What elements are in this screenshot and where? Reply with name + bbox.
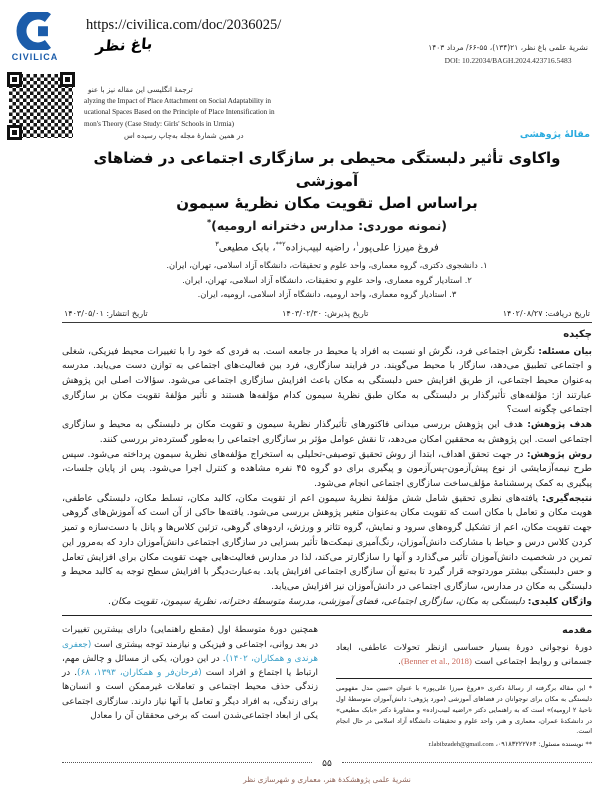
abstract-label: هدف پژوهش: [527, 419, 592, 431]
qr-finder-icon [7, 125, 22, 140]
introduction-heading: مقدمه [562, 625, 592, 637]
intro-column-right [336, 623, 592, 750]
title-line-2: براساس اصل تقویت مکان نظریۀ سیمون [176, 194, 478, 212]
translation-note [84, 84, 349, 142]
translation-note-en-line3: mon's Theory (Case Study: Girls' Schools in Urmia) [84, 119, 234, 128]
corresponding-phone: ۰۹۱۸۳۲۲۲۷۶۳، [495, 739, 537, 748]
introduction-paragraph-continued: همچنین دورۀ متوسطۀ اول (مقطع راهنمایی) دارای بیشترین تغییرات در بعد روانی، اجتماعی و فیزیکی و نیازمند توجه بیشتری است (جعفری هرندی و همکاران، ۱۴۰۲). در این دوران، یکی از مسائل و چالش مهم، ارتباط یا اجتماع و افراد است (فرحان‌فر و همکاران، ۱۳۹۳، ۶۸). در زندگی حذف محیط اجتماعی و تعاملات غیرممکن است و انسان‌ها برای زندگی، به افراد دیگر و تعامل با آنها نیاز دارند. سازگاری اجتماعی یکی از ابعاد اجتماعی‌شدن است که برخی محققان آن را معادل [62, 625, 318, 721]
author-2[interactable]: راضیه لبیب‌زاده [285, 241, 350, 253]
subtitle-footnote-mark: * [206, 217, 212, 227]
author-3-sup: ۳ [215, 239, 219, 248]
date-published: تاریخ انتشار: ۱۴۰۳/۰۵/۰۱ [64, 308, 148, 318]
qr-code-icon [9, 74, 73, 138]
introduction-paragraph: دورۀ نوجوانی دورۀ بسیار حساسی ازنظر تحولات عاطفی، ابعاد جسمانی و روابط اجتماعی است (Benner et al., 2018). [336, 642, 592, 668]
author-1-sup: ۱ [355, 239, 360, 248]
intro-column-left [62, 623, 318, 750]
citation-farhanfar[interactable]: (فرحان‌فر و همکاران، ۱۳۹۳، ۶۸) [77, 668, 202, 679]
document-url[interactable]: https://civilica.com/doc/2036025/ [86, 17, 282, 33]
affiliation-3: ۳. استادیار گروه معماری، واحد ارومیه، دانشگاه آزاد اسلامی، ارومیه، ایران. [197, 289, 457, 300]
journal-info [428, 42, 588, 67]
keywords-line [62, 595, 592, 610]
main-content [62, 147, 592, 751]
qr-finder-icon [60, 72, 75, 87]
abstract-heading: چکیده [563, 328, 592, 340]
keywords-text: دلبستگی به مکان، سازگاری اجتماعی، فضای آموزشی، مدرسۀ متوسطۀ دخترانه، نظریۀ سیمون، تقویت مکان. [108, 595, 525, 607]
corresponding-author-line [336, 739, 592, 751]
author-1[interactable]: فروغ میرزا علی‌پور [359, 241, 439, 253]
translation-note-en-line2: ucational Spaces Based on the Principle of Place Intensification in [84, 108, 275, 117]
bagh-nazar-logo: باغ نظر [95, 34, 154, 56]
translation-note-fa-line1: ترجمۀ انگلیسی این مقاله نیز با عنو [88, 85, 193, 94]
affiliation-1: ۱. دانشجوی دکتری، گروه معماری، واحد علوم و تحقیقات، دانشگاه آزاد اسلامی، تهران، ایران. [166, 259, 488, 270]
abstract-label: نتیجه‌گیری: [541, 492, 593, 504]
title-line-1: واکاوی تأثیر دلبستگی محیطی بر سازگاری اجتماعی در فضاهای آموزشی [93, 149, 561, 190]
divider [62, 322, 592, 323]
civilica-wordmark: CIVILICA [11, 52, 59, 62]
authors-line [62, 240, 592, 253]
affiliations [62, 258, 592, 302]
translation-note-en-line1: alyzing the Impact of Place Attachment on Social Adaptability in [84, 96, 272, 105]
page-number-line [62, 759, 592, 769]
author-2-sup: ۲** [275, 239, 286, 248]
date-accepted: تاریخ پذیرش: ۱۴۰۳/۰۲/۳۰ [282, 308, 369, 318]
abstract-paragraph-problem [62, 345, 592, 419]
footnote-block [336, 678, 592, 750]
abstract-section [62, 327, 592, 610]
abstract-text: نگرش اجتماعی فرد، نگرش او نسبت به افراد یا محیط در جامعه است. به فردی که خود را با تغییرات محیط فیزیکی، شغلی و اجتماعی تطبیق می‌دهد، سازگار با محیط می‌گویند. در فرایند سازگاری، فرد بین فعالیت‌های اجتماعی به توازن دست می‌یابد. مدرسه به‌عنوان محیط اجتماعی، از طریق افزایش حس دلبستگی به مکان باعث افزایش سازگاری اجتماعی می‌شود. سؤالات اصلی این پژوهش عبارتند از: مؤلفه‌های تأثیرگذار بر دلبستگی به مکان طبق نظریۀ سیمون کدام مؤلفه‌ها هستند و تأثیر مؤلفۀ تقویت مکان بر سازگاری اجتماعی چگونه است؟ [62, 345, 592, 416]
author-3[interactable]: بابک مطیعی [218, 241, 270, 253]
article-type-label: مقالۀ پژوهشی [519, 129, 590, 140]
corresponding-label: ** نویسنده مسئول: [538, 739, 592, 748]
dates-row [62, 309, 592, 321]
translation-note-fa-line2: در همین شمارۀ مجله به‌چاپ رسیده اس [124, 131, 244, 141]
civilica-logo[interactable] [6, 12, 64, 62]
doi-line[interactable]: DOI: 10.22034/BAGH.2024.423716.5483 [444, 56, 572, 66]
affiliation-2: ۲. استادیار گروه معماری، واحد علوم و تحقیقات، دانشگاه آزاد اسلامی، تهران، ایران. [182, 274, 472, 285]
footnote-divider [336, 678, 592, 679]
citation-benner[interactable]: (Benner et al., 2018) [400, 656, 472, 667]
two-column-body [62, 623, 592, 750]
dotted-leader [342, 762, 592, 763]
abstract-paragraph-goal [62, 418, 592, 447]
keywords-label: واژگان کلیدی: [527, 595, 592, 607]
abstract-label: روش پژوهش: [526, 448, 592, 460]
divider [62, 615, 592, 616]
author-separator: ، [349, 241, 356, 253]
abstract-text: در جهت تحقق اهداف، ابتدا از روش تحقیق توصیفی-تحلیلی به استخراج مؤلفه‌های نظریۀ سیمون پرداخته می‌شود. سپس طرح نیمه‌آزمایشی از نوع پیش‌آزمون-پس‌آزمون و پیگیری برای دو گروه ۴۵ نفره مشاهده و کنترل اجرا می‌شود. پس از پایان جلسات، پیگیری به کمک پرسشنامۀ مؤلف‌ساخت سازگاری اجتماعی انجام می‌شود. [62, 448, 592, 489]
footnote-star-text: * این مقاله برگرفته از رسالۀ دکتری «فروغ میرزا علی‌پور» با عنوان «تبیین مدل مفهومی دلبستگی به مکان برای نوجوانان در فضاهای آموزشی (مورد پژوهی: دانش‌آموزان متوسطۀ اول ناحیۀ ۲ ارومیه)» است که به راهنمایی دکتر «راضیه لبیب‌زاده» و مشاورۀ دکتر «بابک مطیعی» در دانشکدۀ عمران، معماری و هنر، واحد علوم و تحقیقات دانشگاه آزاد اسلامی در حال انجام است. [336, 684, 592, 736]
journal-citation-line: نشریۀ علمی باغ نظر، ۲۱(۱۳۴)، ۵۵-۶۶/ مرداد ۱۴۰۳ [428, 43, 588, 52]
author-separator: ، [269, 241, 276, 253]
page-footer [62, 759, 592, 784]
article-subtitle [62, 218, 592, 233]
article-title [62, 147, 592, 215]
footer-journal-name: نشریۀ علمی پژوهشکدۀ هنر، معماری و شهرسازی نظر [243, 775, 411, 784]
civilica-c-icon [13, 12, 57, 50]
abstract-text: هدف این پژوهش بررسی میدانی فاکتورهای تأثیرگذار نظریۀ سیمون و تقویت مکان بر دلبستگی به محیط و سازگاری اجتماعی است. این پژوهش به محققین امکان می‌دهد، تا نقش عوامل مؤثر بر سازگاری اجتماعی را به‌طور گسترده‌تر بررسی کنند. [62, 419, 592, 445]
page-number: ۵۵ [322, 759, 332, 769]
citation-jafari[interactable]: (جعفری هرندی و همکاران، ۱۴۰۲) [62, 639, 318, 664]
email-link[interactable]: r.labibzadeh@gmail.com [428, 740, 494, 748]
qr-finder-icon [7, 72, 22, 87]
abstract-paragraph-conclusion [62, 492, 592, 595]
dotted-leader [62, 762, 312, 763]
subtitle-text: (نمونه موردی: مدارس دخترانه ارومیه) [211, 217, 448, 233]
abstract-label: بیان مسئله: [538, 345, 592, 357]
date-received: تاریخ دریافت: ۱۴۰۲/۰۸/۲۷ [502, 308, 590, 318]
abstract-text: یافته‌های نظری تحقیق شامل شش مؤلفۀ نظریۀ سیمون اعم از تقویت مکان، کالبد مکان، تسلط مکان، دلبستگی عاطفی، هویت مکان و تعامل با مکان است که تقویت مکان به‌عنوان متغیر پژوهش بررسی می‌شود. یافته‌ها حاکی از آن است که آموزش‌های گروهی جهت تقویت مکان، اعم از تشکیل گروه‌های سرود و نمایش، گروه تئاتر و ورزش، اردوهای گروهی، تزئین کلاس‌ها و پانل با دست‌سازه و تمیز کردن کلاس درس و حیاط با مشارکت دانش‌آموزان، رنگ‌آمیزی نیمکت‌ها تأثیر بسزایی در سازگاری اجتماعی دانش‌آموزان دارد که به‌مرور این تمرین در شخصیت دانش‌آموزان تأثیر می‌گذارد و آنها را سازگارتر می‌کند، لذا در مدارس فعالیت‌هایی جهت تقویت مکان برای افزایش تعامل و حس دلبستگی بیشتر موردتوجه قرار گیرد تا به‌تبع آن سازگاری اجتماعی افزایش یابد. به‌عبارت‌دیگر با افزایش سطح توجه به کالبد محیط و دلبستگی به مکان در مدارس، سازگاری اجتماعی در دانش‌آموزان نیز افزایش می‌یابد. [62, 492, 592, 593]
abstract-paragraph-method [62, 448, 592, 492]
